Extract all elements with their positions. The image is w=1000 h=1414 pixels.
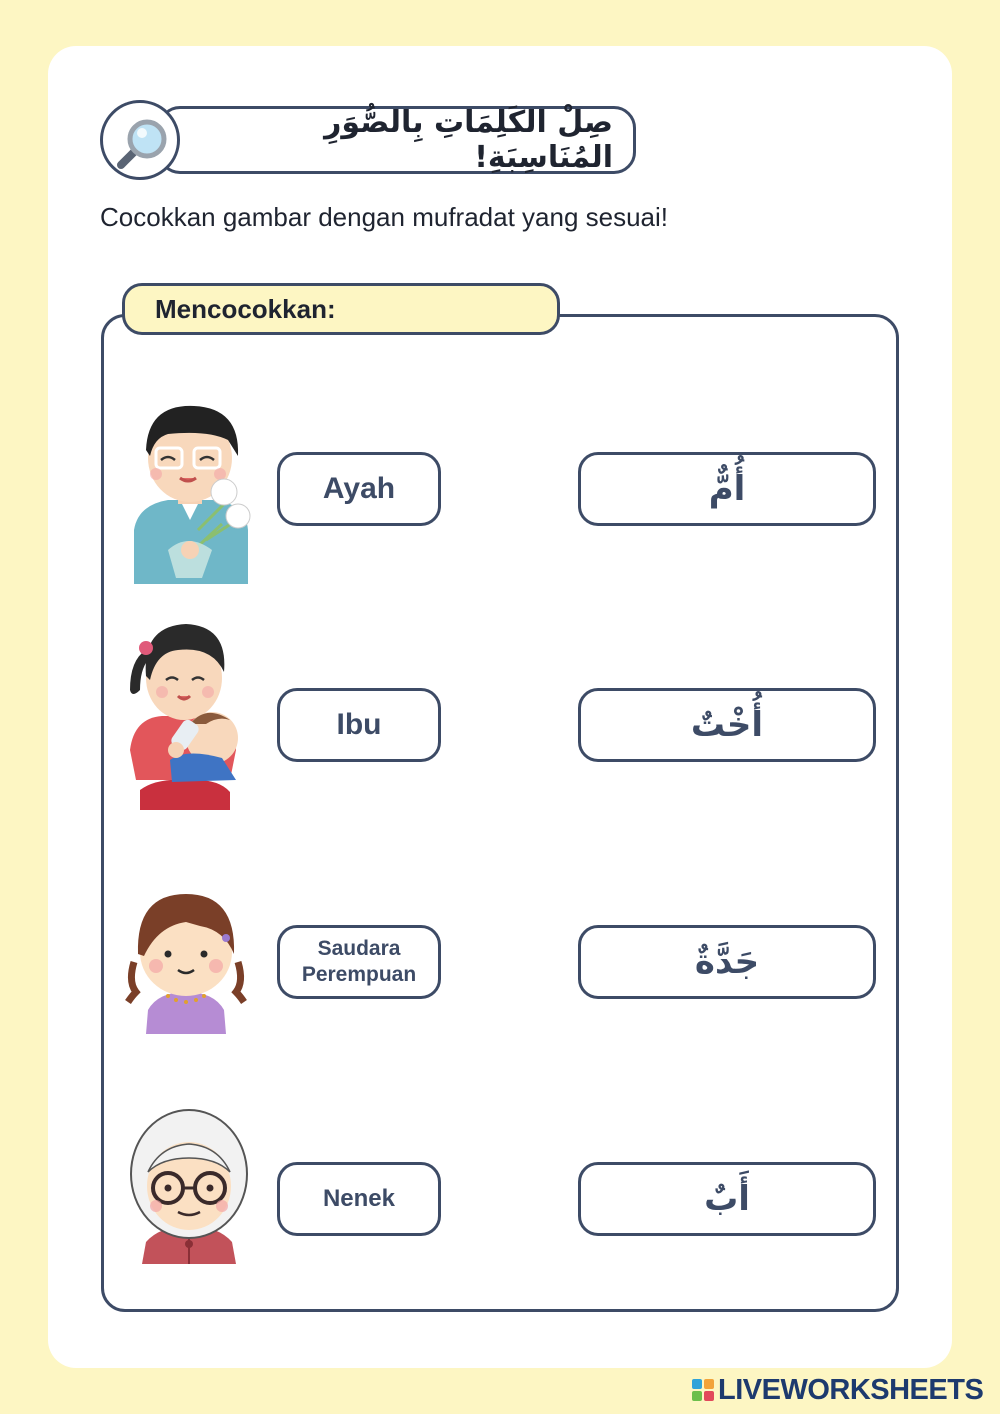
word-label: Ibu bbox=[336, 708, 382, 741]
word-card-ayah[interactable] bbox=[277, 452, 441, 526]
liveworksheets-logo[interactable] bbox=[692, 1372, 983, 1408]
sister-illustration bbox=[124, 892, 248, 1034]
arabic-word: أُخْتٌ bbox=[690, 705, 764, 745]
matching-tab-label: Mencocokkan: bbox=[122, 283, 560, 335]
magnifier-badge bbox=[100, 100, 180, 180]
arabic-card-ab[interactable] bbox=[578, 1162, 876, 1236]
word-label: Ayah bbox=[322, 472, 396, 505]
word-label-line1: Saudara bbox=[317, 937, 401, 960]
word-card-ibu[interactable] bbox=[277, 688, 441, 762]
word-label-line2: Perempuan bbox=[301, 963, 417, 986]
magnifier-icon bbox=[113, 113, 173, 173]
word-label: Nenek bbox=[322, 1185, 396, 1212]
arabic-word: جَدَّةٌ bbox=[694, 942, 760, 982]
title-banner bbox=[100, 100, 640, 180]
logo-mark-icon bbox=[692, 1379, 714, 1401]
word-card-saudara-perempuan[interactable] bbox=[277, 925, 441, 999]
father-illustration bbox=[128, 400, 252, 584]
grandmother-illustration bbox=[120, 1106, 258, 1264]
arabic-card-umm[interactable] bbox=[578, 452, 876, 526]
word-card-nenek[interactable] bbox=[277, 1162, 441, 1236]
arabic-word: أُمٌّ bbox=[708, 469, 746, 509]
page-title: صِلْ الكَلِمَاتِ بِالصُّوَرِ المُنَاسِبَةِ! bbox=[158, 106, 636, 174]
mother-illustration bbox=[126, 620, 246, 810]
arabic-card-jaddah[interactable] bbox=[578, 925, 876, 999]
instruction-text: Cocokkan gambar dengan mufradat yang sesuai! bbox=[100, 202, 669, 232]
arabic-word: أَبٌ bbox=[704, 1179, 750, 1219]
brand-name: LIVEWORKSHEETS bbox=[718, 1373, 984, 1406]
arabic-card-ukht[interactable] bbox=[578, 688, 876, 762]
